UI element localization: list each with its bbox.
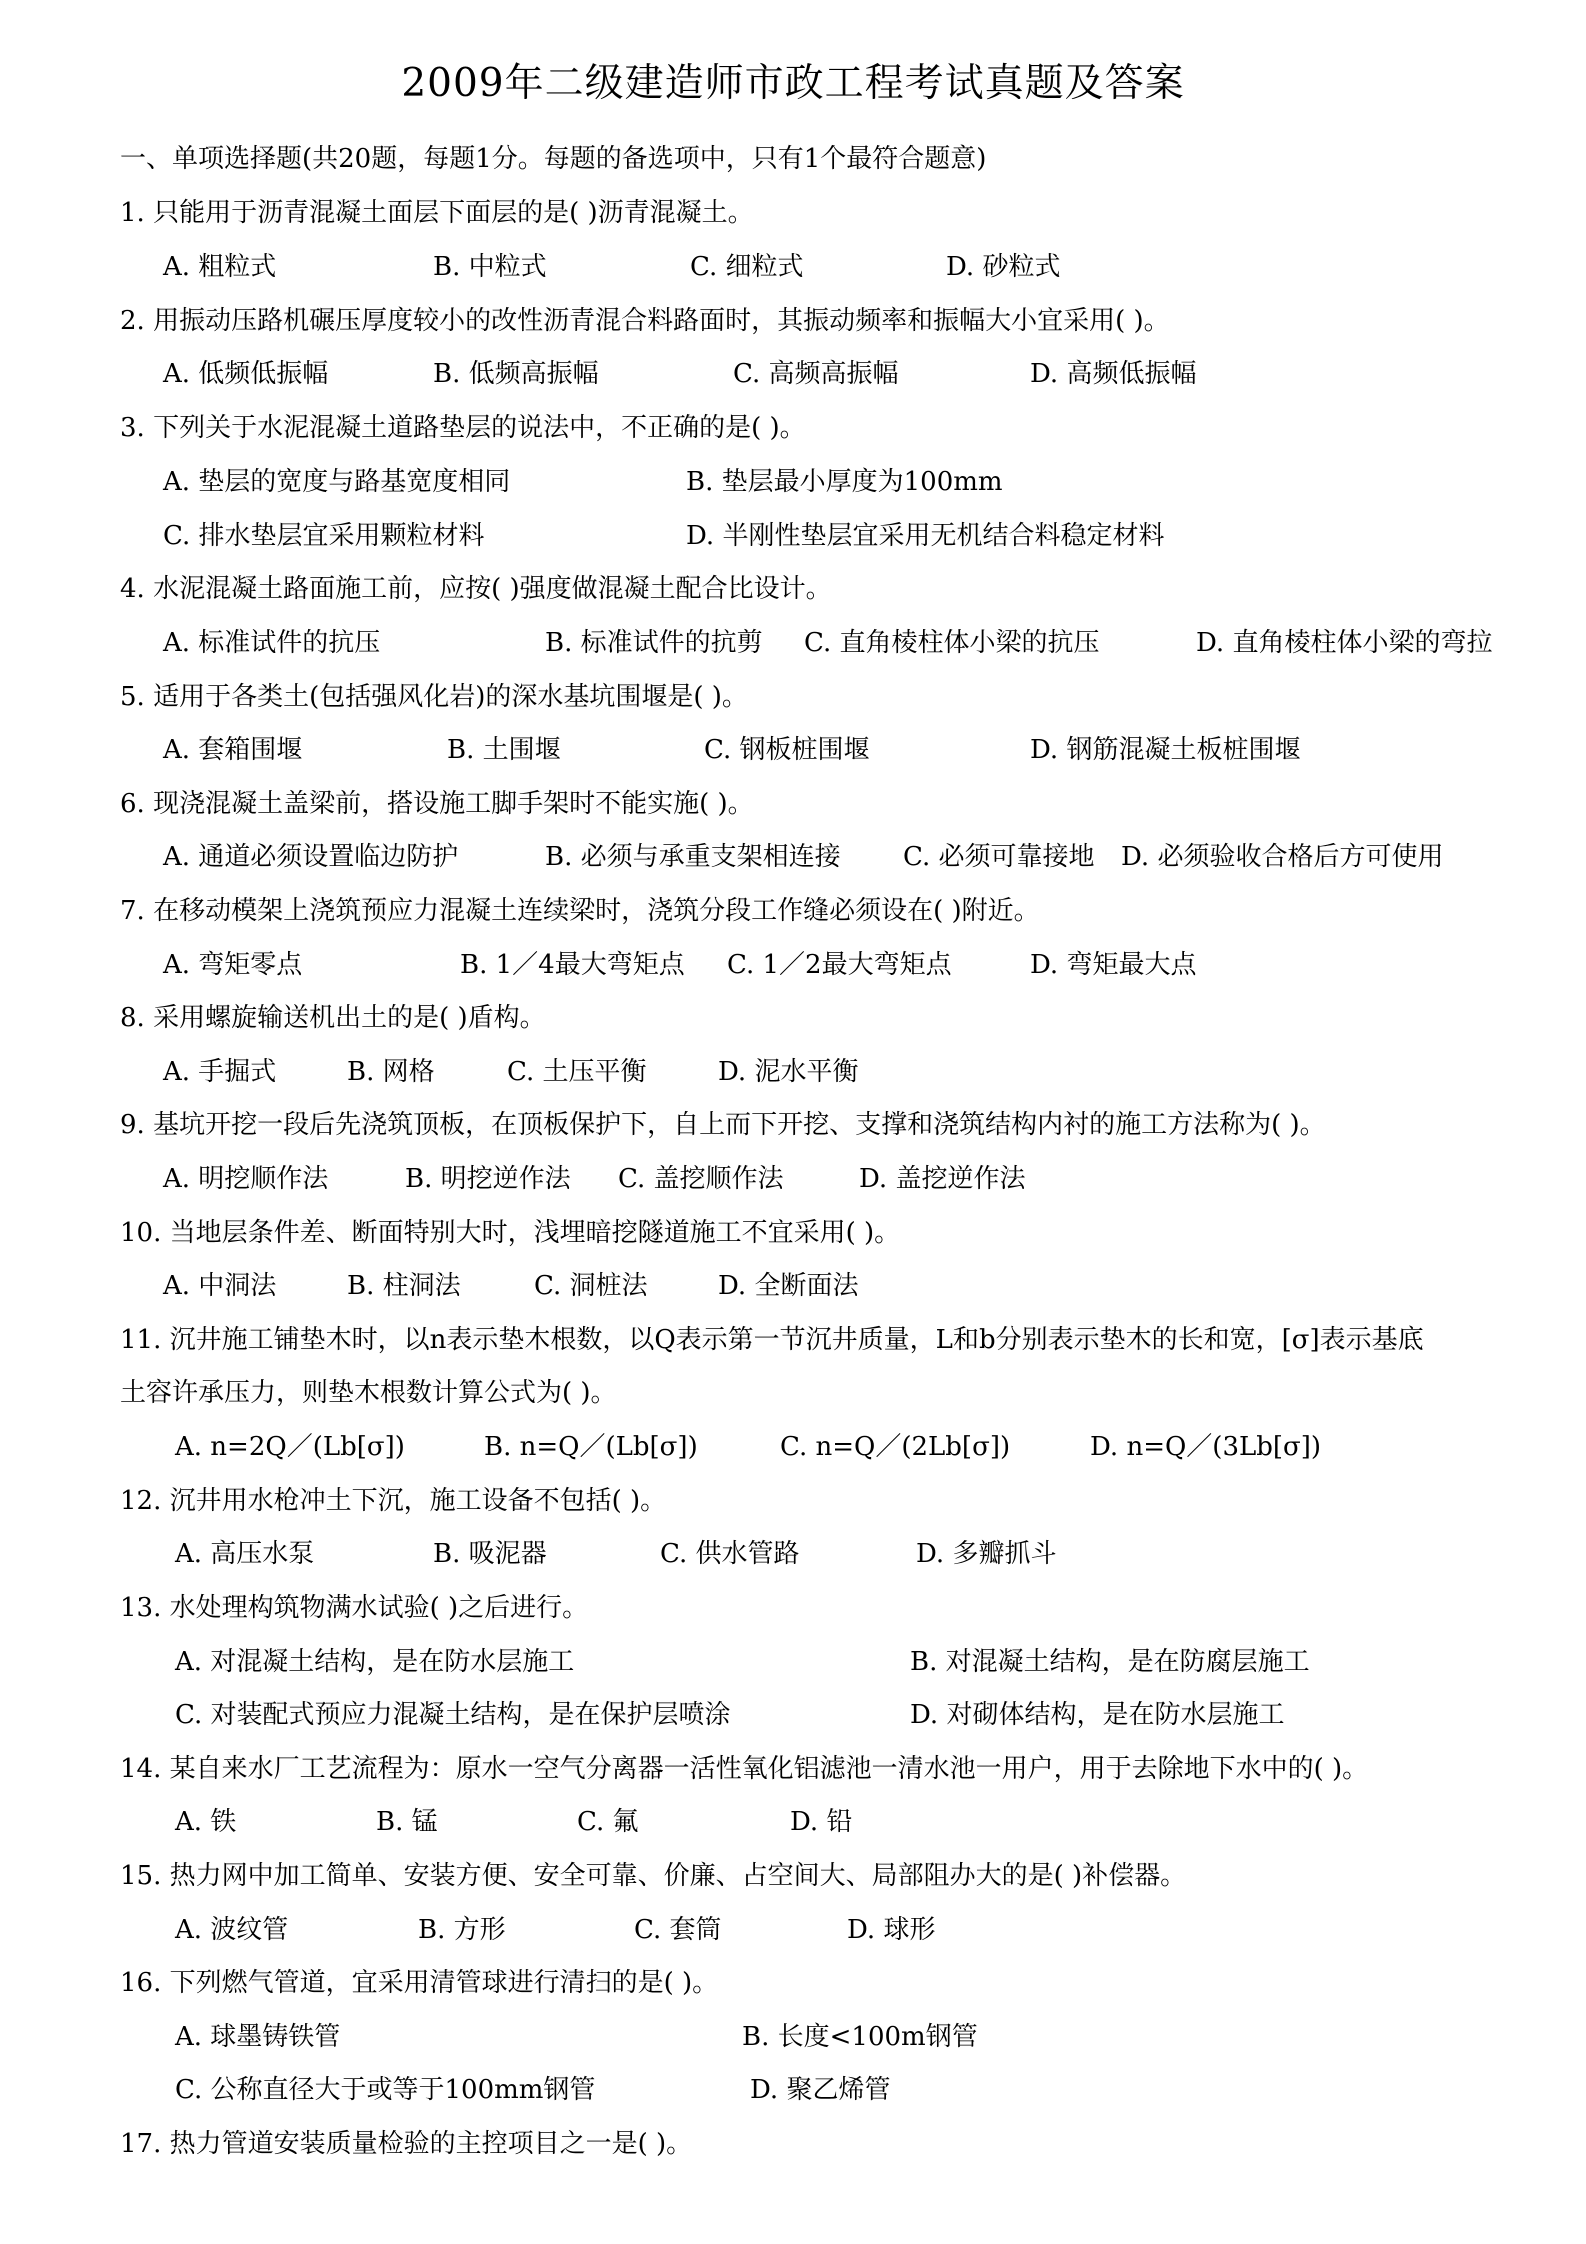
question-1-option-c: C. 细粒式 [690, 252, 804, 282]
question-3-option-c: C. 排水垫层宜采用颗粒材料 [163, 521, 485, 551]
question-16-option-a: A. 球墨铸铁管 [175, 2022, 341, 2052]
question-4-option-b: B. 标准试件的抗剪 [545, 628, 763, 658]
question-4-option-a: A. 标准试件的抗压 [163, 628, 381, 658]
question-5-option-b: B. 土围堰 [447, 735, 561, 765]
question-16-option-d: D. 聚乙烯管 [750, 2075, 891, 2105]
question-8-option-c: C. 土压平衡 [507, 1057, 647, 1087]
question-8-option-d: D. 泥水平衡 [718, 1057, 859, 1087]
question-2-option-b: B. 低频高振幅 [433, 359, 599, 389]
question-14-option-c: C. 氟 [577, 1807, 639, 1837]
question-6-option-d: D. 必须验收合格后方可使用 [1121, 842, 1444, 872]
question-15-option-d: D. 球形 [847, 1915, 936, 1945]
question-14-option-b: B. 锰 [376, 1807, 438, 1837]
question-12-option-c: C. 供水管路 [660, 1539, 800, 1569]
question-10-option-c: C. 洞桩法 [534, 1271, 648, 1301]
question-4-option-c: C. 直角棱柱体小梁的抗压 [804, 628, 1100, 658]
question-9-option-b: B. 明挖逆作法 [405, 1164, 571, 1194]
question-13-option-b: B. 对混凝土结构，是在防腐层施工 [910, 1647, 1310, 1677]
question-16-option-c: C. 公称直径大于或等于100mm钢管 [175, 2075, 596, 2105]
question-8-option-a: A. 手掘式 [163, 1057, 277, 1087]
question-12-stem: 12. 沉井用水枪冲土下沉，施工设备不包括( )。 [120, 1486, 667, 1516]
question-10-option-d: D. 全断面法 [718, 1271, 859, 1301]
question-5-option-c: C. 钢板桩围堰 [704, 735, 870, 765]
question-11-option-a: A. n=2Q／(Lb[σ]) [175, 1432, 405, 1462]
question-1-option-d: D. 砂粒式 [946, 252, 1061, 282]
question-2-stem: 2. 用振动压路机碾压厚度较小的改性沥青混合料路面时，其振动频率和振幅大小宜采用( )。 [120, 306, 1170, 336]
question-15-option-b: B. 方形 [418, 1915, 506, 1945]
question-5-stem: 5. 适用于各类土(包括强风化岩)的深水基坑围堰是( )。 [120, 682, 748, 712]
question-9-stem: 9. 基坑开挖一段后先浇筑顶板，在顶板保护下，自上而下开挖、支撑和浇筑结构内衬的施工方法称为( )。 [120, 1110, 1326, 1140]
question-9-option-a: A. 明挖顺作法 [163, 1164, 329, 1194]
question-7-option-c: C. 1／2最大弯矩点 [727, 950, 952, 980]
question-7-option-a: A. 弯矩零点 [163, 950, 303, 980]
question-14-option-a: A. 铁 [175, 1807, 237, 1837]
question-15-stem: 15. 热力网中加工简单、安装方便、安全可靠、价廉、占空间大、局部阻办大的是( )补偿器。 [120, 1861, 1187, 1891]
question-1-option-a: A. 粗粒式 [163, 252, 277, 282]
question-4-stem: 4. 水泥混凝土路面施工前，应按( )强度做混凝土配合比设计。 [120, 574, 832, 604]
question-2-option-a: A. 低频低振幅 [163, 359, 329, 389]
question-7-option-b: B. 1／4最大弯矩点 [460, 950, 685, 980]
question-13-option-a: A. 对混凝土结构，是在防水层施工 [175, 1647, 575, 1677]
question-11-stem: 11. 沉井施工铺垫木时，以n表示垫木根数，以Q表示第一节沉井质量，L和b分别表示垫木的长和宽，[σ]表示基底 [120, 1325, 1424, 1355]
question-7-option-d: D. 弯矩最大点 [1030, 950, 1197, 980]
question-11-option-c: C. n=Q／(2Lb[σ]) [780, 1432, 1011, 1462]
question-8-stem: 8. 采用螺旋输送机出土的是( )盾构。 [120, 1003, 546, 1033]
question-7-stem: 7. 在移动模架上浇筑预应力混凝土连续梁时，浇筑分段工作缝必须设在( )附近。 [120, 896, 1040, 926]
question-12-option-d: D. 多瓣抓斗 [916, 1539, 1057, 1569]
question-1-option-b: B. 中粒式 [433, 252, 547, 282]
question-6-option-b: B. 必须与承重支架相连接 [545, 842, 841, 872]
question-5-option-d: D. 钢筋混凝土板桩围堰 [1030, 735, 1301, 765]
question-14-option-d: D. 铅 [790, 1807, 853, 1837]
question-13-option-c: C. 对装配式预应力混凝土结构，是在保护层喷涂 [175, 1700, 731, 1730]
question-3-stem: 3. 下列关于水泥混凝土道路垫层的说法中，不正确的是( )。 [120, 413, 806, 443]
question-5-option-a: A. 套箱围堰 [163, 735, 303, 765]
question-6-option-a: A. 通道必须设置临边防护 [163, 842, 459, 872]
question-16-stem: 16. 下列燃气管道，宜采用清管球进行清扫的是( )。 [120, 1968, 719, 1998]
question-3-option-a: A. 垫层的宽度与路基宽度相同 [163, 467, 511, 497]
question-15-option-a: A. 波纹管 [175, 1915, 289, 1945]
question-13-option-d: D. 对砌体结构，是在防水层施工 [910, 1700, 1285, 1730]
question-10-stem: 10. 当地层条件差、断面特别大时，浅埋暗挖隧道施工不宜采用( )。 [120, 1218, 901, 1248]
question-16-option-b: B. 长度<100m钢管 [742, 2022, 978, 2052]
section-header: 一、单项选择题(共20题，每题1分。每题的备选项中，只有1个最符合题意) [120, 144, 987, 174]
question-10-option-b: B. 柱洞法 [347, 1271, 461, 1301]
question-11-option-b: B. n=Q／(Lb[σ]) [484, 1432, 698, 1462]
question-17-stem: 17. 热力管道安装质量检验的主控项目之一是( )。 [120, 2129, 693, 2159]
question-9-option-c: C. 盖挖顺作法 [618, 1164, 784, 1194]
question-2-option-c: C. 高频高振幅 [733, 359, 899, 389]
question-15-option-c: C. 套筒 [634, 1915, 722, 1945]
question-8-option-b: B. 网格 [347, 1057, 435, 1087]
question-12-option-b: B. 吸泥器 [433, 1539, 547, 1569]
question-3-option-b: B. 垫层最小厚度为100mm [686, 467, 1003, 497]
question-11-stem-continued: 土容许承压力，则垫木根数计算公式为( )。 [120, 1378, 617, 1408]
question-13-stem: 13. 水处理构筑物满水试验( )之后进行。 [120, 1593, 589, 1623]
question-3-option-d: D. 半刚性垫层宜采用无机结合料稳定材料 [686, 521, 1165, 551]
question-6-stem: 6. 现浇混凝土盖梁前，搭设施工脚手架时不能实施( )。 [120, 789, 754, 819]
question-6-option-c: C. 必须可靠接地 [903, 842, 1095, 872]
question-14-stem: 14. 某自来水厂工艺流程为：原水一空气分离器一活性氧化铝滤池一清水池一用户，用于去除地下水中的( )。 [120, 1754, 1369, 1784]
question-4-option-d: D. 直角棱柱体小梁的弯拉 [1196, 628, 1493, 658]
question-12-option-a: A. 高压水泵 [175, 1539, 315, 1569]
question-1-stem: 1. 只能用于沥青混凝土面层下面层的是( )沥青混凝土。 [120, 198, 754, 228]
question-2-option-d: D. 高频低振幅 [1030, 359, 1197, 389]
page-title: 2009年二级建造师市政工程考试真题及答案 [401, 61, 1185, 106]
question-9-option-d: D. 盖挖逆作法 [859, 1164, 1026, 1194]
question-11-option-d: D. n=Q／(3Lb[σ]) [1090, 1432, 1322, 1462]
question-10-option-a: A. 中洞法 [163, 1271, 277, 1301]
